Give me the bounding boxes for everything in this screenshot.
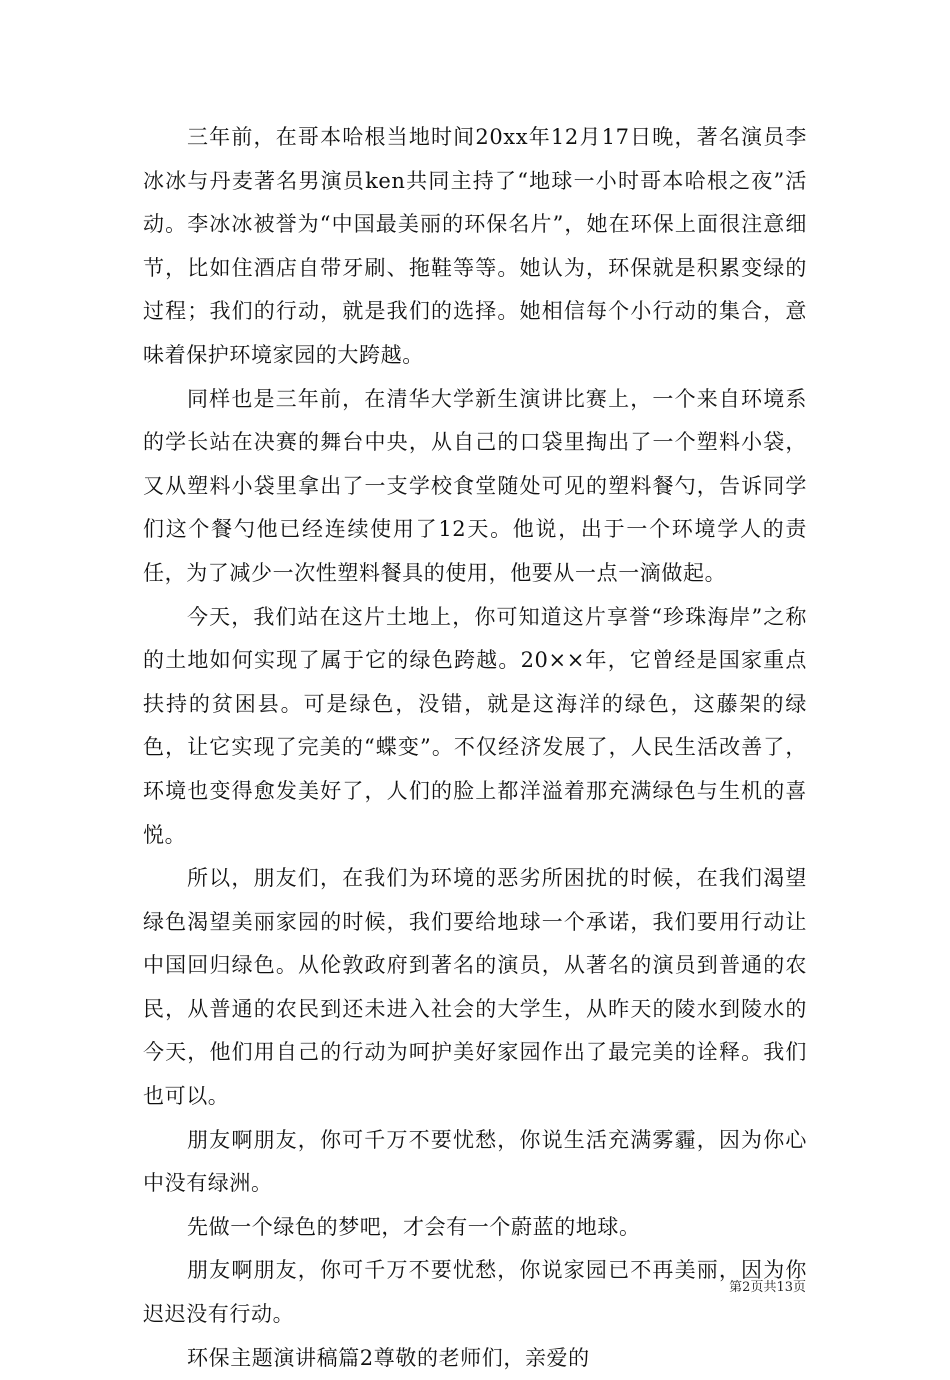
paragraph: 同样也是三年前，在清华大学新生演讲比赛上，一个来自环境系的学长站在决赛的舞台中央，从自己的口袋里掏出了一个塑料小袋，又从塑料小袋里拿出了一支学校食堂随处可见的塑料餐勺，告诉同学们这个餐勺他已经连续使用了12天。他说，出于一个环境学人的责任，为了减少一次性塑料餐具的使用，他要从一点一滴做起。 — [143, 386, 807, 585]
paragraph: 环保主题演讲稿篇2尊敬的老师们，亲爱的 — [187, 1345, 590, 1370]
paragraph: 先做一个绿色的梦吧，才会有一个蔚蓝的地球。 — [187, 1214, 641, 1239]
paragraph: 三年前，在哥本哈根当地时间20xx年12月17日晚，著名演员李冰冰与丹麦著名男演员ken共同主持了“地球一小时哥本哈根之夜”活动。李冰冰被誉为“中国最美丽的环保名片”，她在环保上面很注意细节，比如住酒店自带牙刷、拖鞋等等。她认为，环保就是积累变绿的过程；我们的行动，就是我们的选择。她相信每个小行动的集合，意味着保护环境家园的大跨越。 — [143, 125, 807, 367]
paragraph: 所以，朋友们，在我们为环境的恶劣所困扰的时候，在我们渴望绿色渴望美丽家园的时候，我们要给地球一个承诺，我们要用行动让中国回归绿色。从伦敦政府到著名的演员，从著名的演员到普通的农民，从普通的农民到还未进入社会的大学生，从昨天的陵水到陵水的今天，他们用自己的行动为呵护美好家园作出了最完美的诠释。我们也可以。 — [143, 866, 807, 1109]
page-number-footer: 第2页共13页 — [729, 1280, 806, 1295]
paragraph: 朋友啊朋友，你可千万不要忧愁，你说生活充满雾霾，因为你心中没有绿洲。 — [143, 1127, 807, 1196]
paragraph: 朋友啊朋友，你可千万不要忧愁，你说家园已不再美丽，因为你迟迟没有行动。 — [143, 1258, 807, 1327]
document-body — [143, 116, 807, 1380]
paragraph: 今天，我们站在这片土地上，你可知道这片享誉“珍珠海岸”之称的土地如何实现了属于它的绿色跨越。20××年，它曾经是国家重点扶持的贫困县。可是绿色，没错，就是这海洋的绿色，这藤架的绿色，让它实现了完美的“蝶变”。不仅经济发展了，人民生活改善了，环境也变得愈发美好了，人们的脸上都洋溢着那充满绿色与生机的喜悦。 — [143, 604, 807, 847]
